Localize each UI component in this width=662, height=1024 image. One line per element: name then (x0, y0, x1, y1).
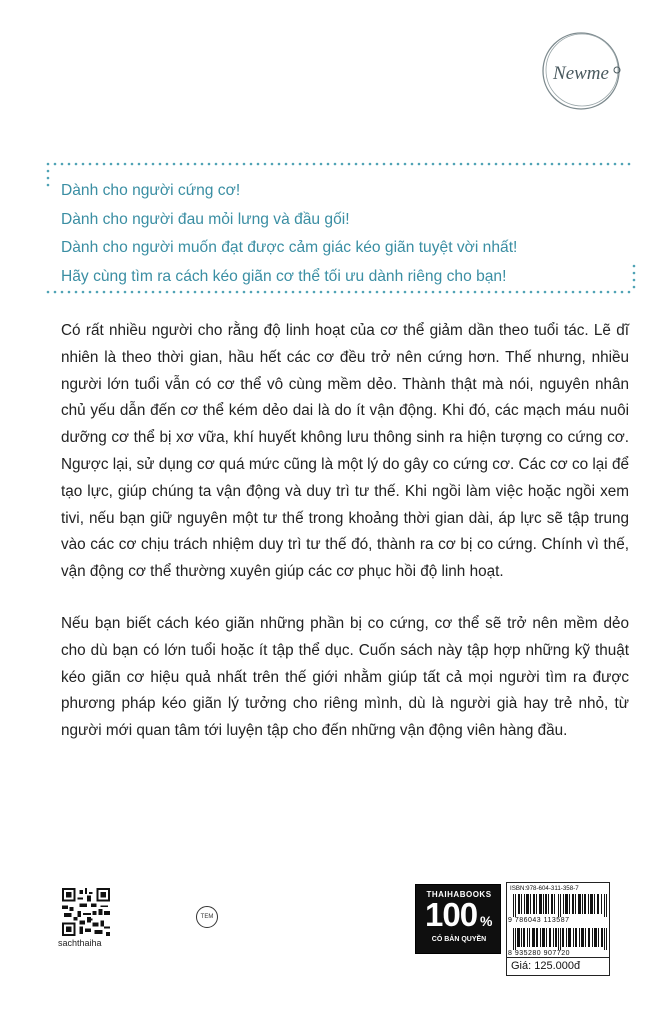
badge-caption: CÓ BẢN QUYỀN (431, 936, 487, 943)
callout-line: Hãy cùng tìm ra cách kéo giãn cơ thể tối ưu dành riêng cho bạn! (61, 267, 507, 285)
qr-code[interactable] (62, 888, 110, 936)
description (61, 318, 629, 745)
paragraph-2: Nếu bạn biết cách kéo giãn những phần bị co cứng, cơ thể sẽ trở nên mềm dẻo cho dù bạn có lớn tuổi hoặc ít tập thể dục. Cuốn sách này tập hợp những kỹ thuật kéo giãn cơ hiệu quả nhất trên thế giới nhằm giúp tất cả mọi người tìm ra được phương pháp kéo giãn lý tưởng cho riêng mình, dù là người già hay trẻ nhỏ, từ người mới quan tâm tới luyện tập cho đến những vận động viên hàng đầu. (61, 614, 629, 740)
isbn-barcode (513, 894, 609, 917)
isbn-label: ISBN:978-604-311-358-7 (510, 885, 579, 892)
isbn-barcode-block (506, 882, 610, 958)
newme-logo (537, 27, 625, 115)
badge-percent: % (480, 913, 493, 929)
price-label: Giá: 125.000đ (506, 958, 610, 976)
badge-number: 100 (425, 896, 478, 933)
callout-line: Dành cho người đau mỏi lưng và đầu gối! (61, 210, 350, 228)
isbn-digits: 9 786043 113587 (508, 917, 570, 924)
ean-digits: 8 935280 907720 (508, 950, 570, 957)
ean-barcode (513, 928, 609, 950)
copyright-badge (415, 884, 501, 954)
badge-brand: THAIHABOOKS (426, 890, 492, 899)
tem-stamp: TEM (196, 906, 218, 928)
callout-line: Dành cho người cứng cơ! (61, 182, 241, 199)
highlight-callout (44, 160, 638, 296)
callout-list (61, 177, 517, 291)
callout-line: Dành cho người muốn đạt được cảm giác kéo giãn tuyệt vời nhất! (61, 239, 518, 256)
qr-label: sachthaiha (58, 938, 102, 948)
paragraph-1: Có rất nhiều người cho rằng độ linh hoạt của cơ thể giảm dần theo tuổi tác. Lẽ dĩ nhiên là theo thời gian, hầu hết các cơ đều trở nên cứng hơn. Thế nhưng, nhiều người lớn tuổi vẫn có cơ thể vô cùng mềm dẻo. Thành thật mà nói, nguyên nhân chủ yếu dẫn đến cơ thể kém dẻo dai là do ít vận động. Khi đó, các mạch máu nuôi dưỡng cơ thể bị xơ vữa, khí huyết không lưu thông sinh ra hiện tượng co cứng cơ. Ngược lại, sử dụng cơ quá mức cũng là một lý do gây co cứng cơ. Các cơ co lại để tạo lực, giúp chúng ta vận động và duy trì tư thế. Khi ngồi làm việc hoặc ngồi xem tivi, nếu bạn giữ nguyên một tư thế trong khoảng thời gian dài, áp lực sẽ tập trung vào các cơ chịu trách nhiệm duy trì tư thế đó, thành ra cơ bị co cứng. Chính vì thế, vận động cơ thể thường xuyên giúp các cơ phục hồi độ linh hoạt. (61, 322, 629, 581)
logo-text: Newme (553, 63, 609, 84)
